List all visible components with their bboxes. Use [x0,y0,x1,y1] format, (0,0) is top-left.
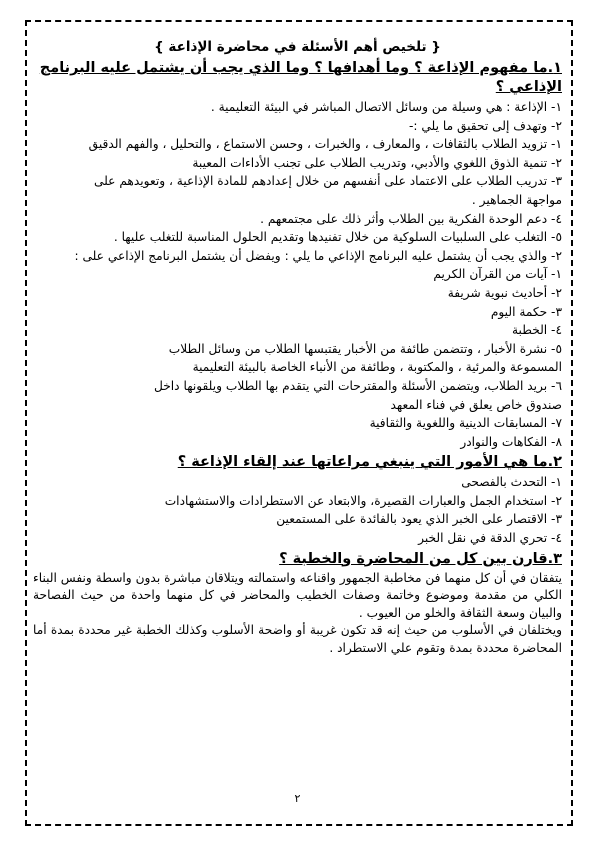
text-line: ٢- استخدام الجمل والعبارات القصيرة، والابتعاد عن الاستطرادات والاستشهادات [164,493,562,508]
section1-heading-line2: الإذاعي ؟ [495,79,562,95]
section2-heading-text: ٢.ما هي الأمور التي ينبغي مراعاتها عند إلقاء الإذاعة ؟ [177,454,562,471]
section3-heading-text: ٣.قارن بين كل من المحاضرة والخطبة ؟ [279,550,562,567]
text-line: ٨- الفكاهات والنوادر [460,434,562,449]
text-line: ١- التحدث بالفصحى [461,475,562,490]
document-body [33,38,562,657]
text-line: ٢- وتهدف إلى تحقيق ما يلي :- [409,118,562,133]
text-line: ٣- تدريب الطلاب على الاعتماد على أنفسهم من خلال إعدادهم للمادة الإذاعية ، وتعويدهم على [93,174,562,189]
text-line: ١- الإذاعة : هي وسيلة من وسائل الاتصال المباشر في البيئة التعليمية . [210,100,562,114]
text-line: ٧- المسابقات الدينية واللغوية والثقافية [369,416,562,431]
text-line: ٢- أحاديث نبوية شريفة [447,285,562,300]
section1-heading [33,59,562,97]
text-line: ٥- نشرة الأخبار ، وتتضمن طائفة من الأخبار يقتبسها الطلاب من وسائل الطلاب [168,341,562,356]
text-line: ١- آيات من القرآن الكريم [433,267,562,282]
text-line: ٦- بريد الطلاب، ويتضمن الأسئلة والمقترحات التي يتقدم بها الطلاب ويلقونها داخل [154,378,562,393]
section3-paragraphs [33,570,562,658]
paragraph: ويختلفان في الأسلوب من حيث إنه قد تكون غريبة أو واضحة الأسلوب وكذلك الخطبة غير محددة بمدة أما المحاضرة محددة بمدة وتقوم علي الاستطراد . [33,623,562,655]
section2-lines [33,473,562,547]
section3-heading [33,550,562,569]
text-line: ٤- تحري الدقة في نقل الخبر [418,531,562,546]
document-title: { تلخيص أهم الأسئلة في محاضرة الإذاعة } [154,39,441,55]
text-line: ٣- الاقتصار على الخبر الذي يعود بالفائدة على المستمعين [276,512,562,527]
text-line: مواجهة الجماهير . [471,192,562,207]
text-line: ٢- والذي يجب أن يشتمل عليه البرنامج الإذاعي ما يلي : ويفضل أن يشتمل البرنامج الإذاعي على : [74,248,562,263]
text-line: ١- تزويد الطلاب بالثقافات ، والمعارف ، والخبرات ، وحسن الاستماع ، والتحليل ، والفهم الدقيق [88,137,562,152]
text-line: ٢- تنمية الذوق اللغوي والأدبي، وتدريب الطلاب على تجنب الأداءات المعيبة [192,155,562,170]
text-line: ٣- حكمة اليوم [490,304,562,319]
text-line: ٤- الخطبة [512,323,562,338]
text-line: المسموعة والمرئية ، والمكتوبة ، وطائفة من الأنباء الخاصة بالبيئة التعليمية [192,360,562,375]
section1-heading-line1: ١.ما مفهوم الإذاعة ؟ وما أهدافها ؟ وما الذي يجب أن يشتمل عليه البرنامج [39,60,562,76]
text-line: ٤- دعم الوحدة الفكرية بين الطلاب وأثر ذلك على مجتمعهم . [260,211,562,226]
page-number: ٢ [294,792,301,805]
paragraph: يتفقان في أن كل منهما فن مخاطبة الجمهور واقناعه واستمالته ويتلاقان مباشرة بدون واسطة ونفس البناء الكلي من مقدمة وموضوع وخاتمة وصفات الخطيب والمحاضر في كل منهما واحدة من حيث الفصاحة والبيان وسعة الثقافة والخلو من العيوب . [33,570,562,620]
section2-heading [33,453,562,472]
text-line: ٥- التغلب على السلبيات السلوكية من خلال تفنيدها وتقديم الحلول المناسبة للتغلب عليها . [113,230,562,245]
section1-lines [33,98,562,451]
text-line: صندوق خاص يعلق في فناء المعهد [390,397,562,412]
